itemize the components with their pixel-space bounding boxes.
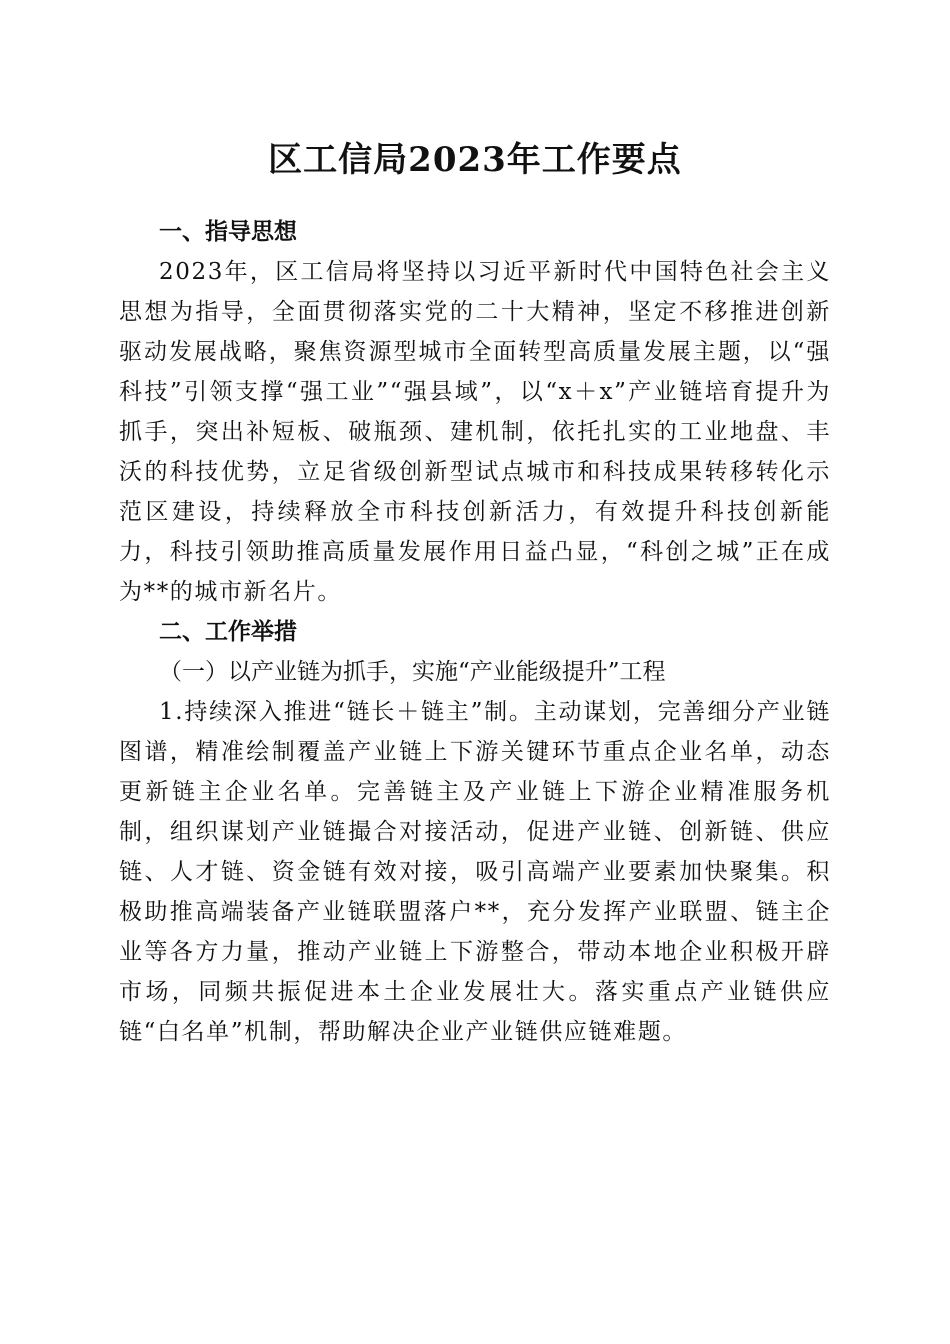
- paragraph-item-1: 1.持续深入推进“链长＋链主”制。主动谋划，完善细分产业链图谱，精准绘制覆盖产业链上下游关键环节重点企业名单，动态更新链主企业名单。完善链主及产业链上下游企业精准服务机制，组织谋划产业链撮合对接活动，促进产业链、创新链、供应链、人才链、资金链有效对接，吸引高端产业要素加快聚集。积极助推高端装备产业链联盟落户**，充分发挥产业联盟、链主企业等各方力量，推动产业链上下游整合，带动本地企业积极开辟市场，同频共振促进本土企业发展壮大。落实重点产业链供应链“白名单”机制，帮助解决企业产业链供应链难题。: [119, 699, 831, 1045]
- subsection-heading-1: （一）以产业链为抓手，实施“产业能级提升”工程: [159, 659, 666, 685]
- document-body: [119, 212, 831, 1052]
- paragraph-guiding: 2023年，区工信局将坚持以习近平新时代中国特色社会主义思想为指导，全面贯彻落实党的二十大精神，坚定不移推进创新驱动发展战略，聚焦资源型城市全面转型高质量发展主题，以“强科技”引领支撑“强工业”“强县域”，以“x＋x”产业链培育提升为抓手，突出补短板、破瓶颈、建机制，依托扎实的工业地盘、丰沃的科技优势，立足省级创新型试点城市和科技成果转移转化示范区建设，持续释放全市科技创新活力，有效提升科技创新能力，科技引领助推高质量发展作用日益凸显，“科创之城”正在成为**的城市新名片。: [119, 259, 831, 605]
- section-heading-guiding: 一、指导思想: [159, 219, 297, 245]
- document-title: 区工信局2023年工作要点: [268, 140, 682, 180]
- section-heading-measures: 二、工作举措: [159, 619, 297, 645]
